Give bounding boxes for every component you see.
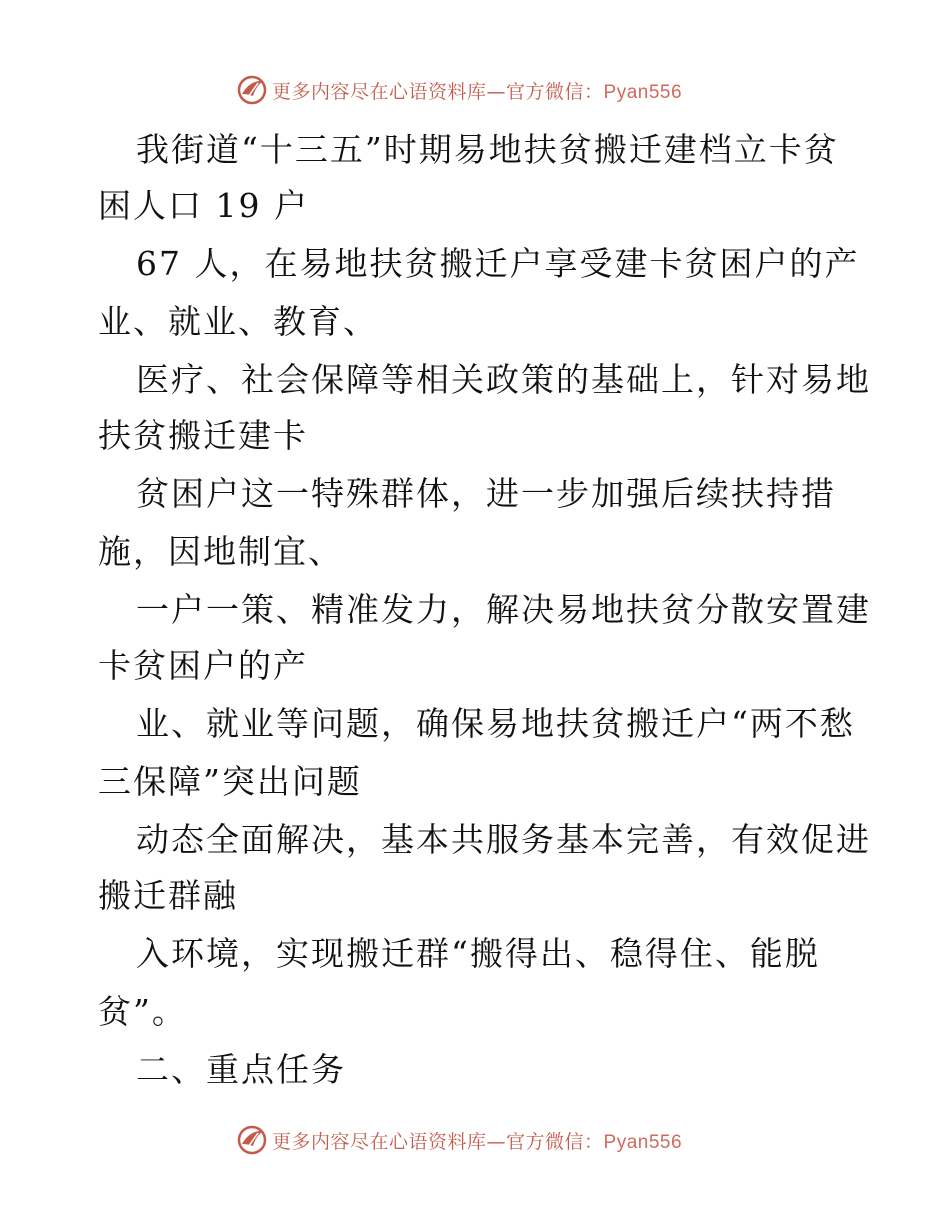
paragraph-line: 医疗、社会保障等相关政策的基础上，针对易地 xyxy=(136,360,871,399)
paragraph-line: 业、就业、教育、 xyxy=(98,302,378,341)
header-watermark xyxy=(236,73,682,107)
watermark-text: 更多内容尽在心语资料库—官方微信：Pyan556 xyxy=(272,1130,683,1153)
paragraph-line: 动态全面解决，基本共服务基本完善，有效促进 xyxy=(136,820,871,859)
paragraph-line: 贫困户这一特殊群体，进一步加强后续扶持措 xyxy=(136,474,836,513)
paragraph-line: 三保障”突出问题 xyxy=(98,762,362,801)
paragraph-line: 施，因地制宜、 xyxy=(98,532,343,571)
paragraph-line: 贫”。 xyxy=(98,992,187,1031)
paragraph-line: 入环境，实现搬迁群“搬得出、稳得住、能脱 xyxy=(136,934,820,973)
paragraph-line: 扶贫搬迁建卡 xyxy=(98,416,308,455)
watermark-text: 更多内容尽在心语资料库—官方微信：Pyan556 xyxy=(272,80,683,103)
paragraph-line: 困人口 19 户 xyxy=(98,186,309,225)
paragraph-line: 卡贫困户的产 xyxy=(98,646,308,685)
paragraph-line: 业、就业等问题，确保易地扶贫搬迁户“两不愁 xyxy=(136,704,855,743)
section-heading: 二、重点任务 xyxy=(136,1050,346,1089)
footer-watermark xyxy=(236,1123,682,1157)
logo-icon xyxy=(236,74,268,106)
paragraph-line: 我街道“十三五”时期易地扶贫搬迁建档立卡贫 xyxy=(136,130,839,169)
paragraph-line: 搬迁群融 xyxy=(98,876,238,915)
paragraph-line: 一户一策、精准发力，解决易地扶贫分散安置建 xyxy=(136,590,871,629)
logo-icon xyxy=(236,1124,268,1156)
paragraph-line: 67 人，在易地扶贫搬迁户享受建卡贫困户的产 xyxy=(136,244,860,283)
